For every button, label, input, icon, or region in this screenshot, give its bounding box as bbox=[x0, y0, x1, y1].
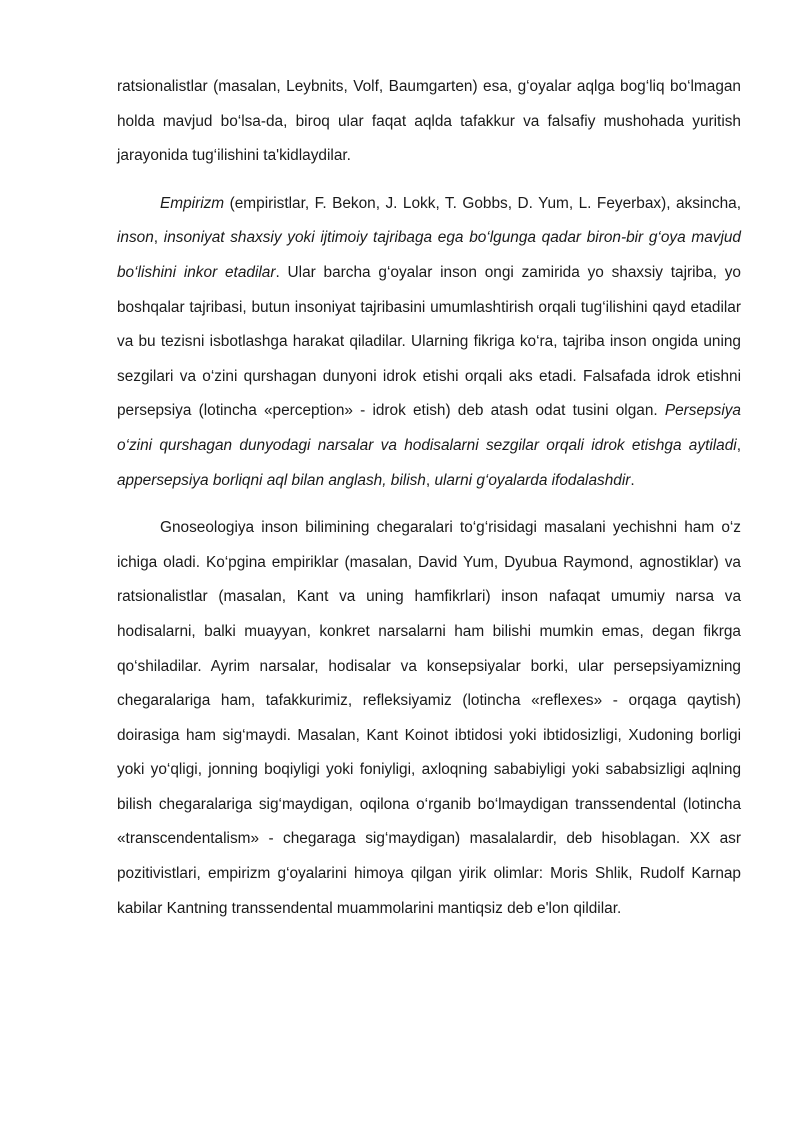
italic-text-segment: appersepsiya borliqni aql bilan anglash, bilish bbox=[117, 471, 426, 489]
italic-text-segment: Persepsiya o‘zini qurshagan dunyodagi narsalar va hodisalarni sezgilar orqali idrok etishga aytiladi bbox=[117, 402, 741, 454]
text-segment: . bbox=[630, 471, 635, 489]
italic-text-segment: ularni g‘oyalarda ifodalashdir bbox=[434, 471, 631, 489]
document-page bbox=[117, 70, 741, 926]
text-segment: . Ular barcha g‘oyalar inson ongi zamirida yo shaxsiy tajriba, yo boshqalar tajribasi, butun insoniyat tajribasini umumlashtirish orqali tug‘ilishini qayd etadilar va bu tezisni isbotlashga harakat qiladilar. Ularning fikriga ko‘ra, tajriba inson ongida uning sezgilari va o‘zini qurshagan dunyoni idrok etishi orqali aks etadi. Falsafada idrok etishni persepsiya (lotincha «perception» - idrok etish) deb atash odat tusini olgan. bbox=[117, 263, 741, 420]
paragraph-gap bbox=[117, 498, 741, 511]
text-segment: , bbox=[153, 229, 164, 247]
italic-text-segment: insoniyat shaxsiy yoki ijtimoiy tajribaga ega bo‘lgunga qadar biron-bir g‘oya mavjud bo‘lishini inkor etadilar bbox=[117, 229, 741, 281]
text-segment: Gnoseologiya inson bilimining chegaralari to‘g‘risidagi masalani yechishni ham o‘z ichiga oladi. Ko‘pgina empiriklar (masalan, David Yum, Dyubua Raymond, agnostiklar) va ratsionalistlar (masalan, Kant va uning hamfikrlari) inson nafaqat umumiy narsa va hodisalarni, balki muayyan, konkret narsalarni ham bilishi mumkin emas, degan fikrga qo‘shiladilar. Ayrim narsalar, hodisalar va konsepsiyalar borki, ular persepsiyamizning chegaralariga ham, tafakkurimiz, refleksiyamiz (lotincha «reflexes» - orqaga qaytish) doirasiga ham sig‘maydi. Masalan, Kant Koinot ibtidosi yoki ibtidosizligi, Xudoning borligi yoki yo‘qligi, jonning boqiyligi yoki foniyligi, axloqning sababiyligi yoki sababsizligi aqlning bilish chegaralariga sig‘maydigan, oqilona o‘rganib bo‘lmaydigan transsendental (lotincha «transcendentalism» - chegaraga sig‘maydigan) masalalardir, deb hisoblagan. XX asr pozitivistlari, empirizm g‘oyalarini himoya qilgan yirik olimlar: Moris Shlik, Rudolf Karnap kabilar Kantning transsendental muammolarini mantiqsiz deb e'lon qildilar. bbox=[117, 519, 741, 917]
italic-text-segment: Empirizm bbox=[160, 194, 225, 212]
paragraph-3 bbox=[117, 511, 741, 926]
paragraph-2 bbox=[117, 187, 741, 498]
text-segment: , bbox=[736, 436, 741, 454]
text-segment: , bbox=[425, 471, 435, 489]
text-segment: empiristlar, F. Bekon, J. Lokk, T. Gobbs, D. Yum, L. Feyerbax), aksincha, bbox=[234, 194, 741, 212]
paragraph-1 bbox=[117, 70, 741, 174]
italic-text-segment: inson bbox=[117, 229, 154, 247]
text-segment: ratsionalistlar (masalan, Leybnits, Volf, Baumgarten) esa, g‘oyalar aqlga bog‘liq bo‘lmagan holda mavjud bo‘lsa-da, biroq ular faqat aqlda tafakkur va falsafiy mushohada yuritish jarayonida tug‘ilishini ta'kidlaydilar. bbox=[117, 78, 741, 165]
text-segment: ( bbox=[224, 194, 235, 212]
paragraph-gap bbox=[117, 174, 741, 187]
